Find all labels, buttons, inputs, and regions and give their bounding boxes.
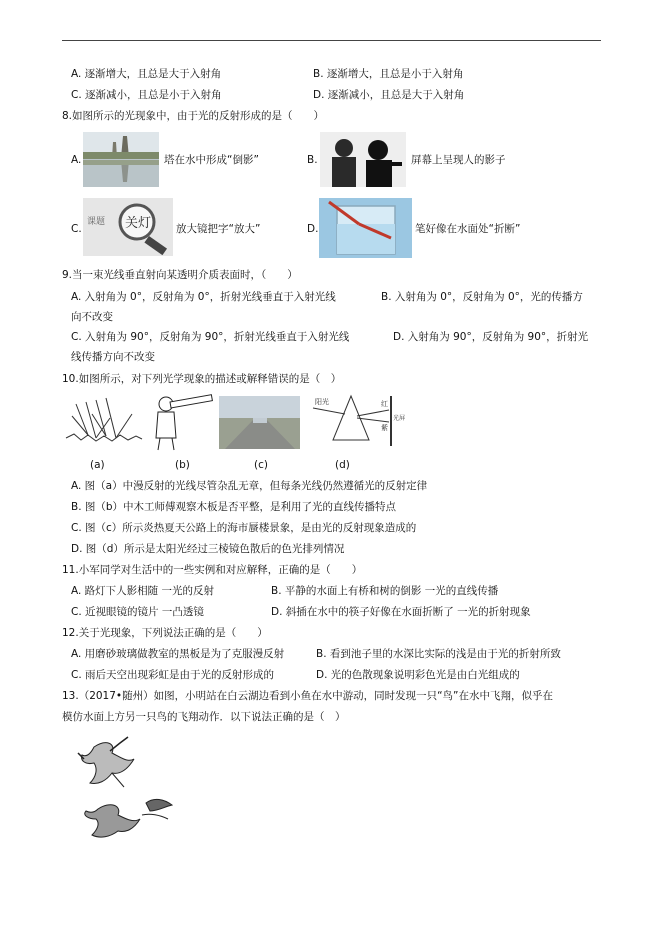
magnifier-sign-text: 课题: [87, 217, 106, 227]
q12-option-d: D. 光的色散现象说明彩色光是由白光组成的: [316, 669, 520, 681]
q8-stem: 8.如图所示的光现象中，由于光的反射形成的是（ ）: [62, 110, 325, 122]
fig-label-a: (a): [90, 459, 105, 471]
q11-option-a: A. 路灯下人影相随 一光的反射: [71, 585, 215, 597]
bird-and-reflection-illustration: [76, 733, 176, 841]
q7-option-d: D. 逐渐减小，且总是大于入射角: [313, 89, 465, 101]
q9-option-b-line2: 向不改变: [71, 311, 113, 323]
bent-pencil-photo: [319, 198, 412, 258]
q8-c-letter: C.: [71, 223, 82, 235]
q7-option-b: B. 逐渐增大，且总是小于入射角: [313, 68, 464, 80]
q9-option-c: C. 入射角为 90°，反射角为 90°，折射光线垂直于入射光线: [71, 331, 350, 343]
q11-option-c: C. 近视眼镜的镜片 一凸透镜: [71, 606, 204, 618]
mirage-road-photo: [219, 396, 300, 449]
fig-label-d: (d): [335, 459, 350, 471]
q11-option-b: B. 平静的水面上有桥和树的倒影 一光的直线传播: [271, 585, 499, 597]
diffuse-reflection-diagram: [66, 394, 142, 450]
fig-label-c: (c): [254, 459, 268, 471]
q8-b-text: 屏幕上呈现人的影子: [411, 154, 506, 166]
q10-stem: 10.如图所示，对下列光学现象的描述或解释错误的是（ ）: [62, 373, 342, 385]
q9-stem: 9.当一束光线垂直射向某透明介质表面时，（ ）: [62, 269, 298, 281]
violet-label: 紫: [381, 424, 388, 432]
q8-d-letter: D.: [307, 223, 319, 235]
q8-a-text: 塔在水中形成“倒影”: [164, 154, 259, 166]
magnified-sign-text: 关灯: [125, 216, 152, 231]
red-label: 红: [381, 400, 388, 408]
q13-stem-line2: 模仿水面上方另一只鸟的飞翔动作．以下说法正确的是（ ）: [62, 711, 346, 723]
fig-label-b: (b): [175, 459, 190, 471]
q8-a-letter: A.: [71, 154, 82, 166]
q12-option-b: B. 看到池子里的水深比实际的浅是由于光的折射所致: [316, 648, 561, 660]
screen-label: 光屏: [393, 415, 406, 422]
q9-option-b-line1: B. 入射角为 0°，反射角为 0°，光的传播方: [381, 291, 583, 303]
q7-option-c: C. 逐渐减小，且总是小于入射角: [71, 89, 222, 101]
carpenter-sighting-diagram: [152, 392, 214, 450]
q9-option-d-line2: 线传播方向不改变: [71, 351, 155, 363]
q8-c-text: 放大镜把字“放大”: [176, 223, 261, 235]
q12-option-a: A. 用磨砂玻璃做教室的黑板是为了克服漫反射: [71, 648, 285, 660]
q10-option-a: A. 图（a）中漫反射的光线尽管杂乱无章，但每条光线仍然遵循光的反射定律: [71, 480, 428, 492]
sunlight-label: 阳光: [315, 398, 329, 406]
q10-option-b: B. 图（b）中木工师傅观察木板是否平整，是利用了光的直线传播特点: [71, 501, 397, 513]
q8-d-text: 笔好像在水面处“折断”: [415, 223, 521, 235]
shadow-on-screen-photo: [320, 132, 406, 187]
q9-option-d-line1: D. 入射角为 90°，反射角为 90°，折射光: [393, 331, 589, 343]
q13-stem-line1: 13.（2017•随州）如图，小明站在白云湖边看到小鱼在水中游动，同时发现一只“鸟”在水中飞翔，似乎在: [62, 690, 553, 702]
magnifier-photo: [83, 198, 173, 256]
q12-option-c: C. 雨后天空出现彩虹是由于光的反射形成的: [71, 669, 275, 681]
prism-dispersion-diagram: [305, 392, 406, 450]
q12-stem: 12.关于光现象，下列说法正确的是（ ）: [62, 627, 268, 639]
q11-stem: 11.小军同学对生活中的一些实例和对应解释，正确的是（ ）: [62, 564, 363, 576]
header-rule: [62, 40, 601, 41]
q8-b-letter: B.: [307, 154, 318, 166]
q7-option-a: A. 逐渐增大，且总是大于入射角: [71, 68, 222, 80]
tower-reflection-photo: [83, 132, 159, 187]
q9-option-a: A. 入射角为 0°，反射角为 0°，折射光线垂直于入射光线: [71, 291, 336, 303]
q10-option-d: D. 图（d）所示是太阳光经过三棱镜色散后的色光排列情况: [71, 543, 345, 555]
q11-option-d: D. 斜插在水中的筷子好像在水面折断了 一光的折射现象: [271, 606, 531, 618]
q10-option-c: C. 图（c）所示炎热夏天公路上的海市蜃楼景象，是由光的反射现象造成的: [71, 522, 417, 534]
